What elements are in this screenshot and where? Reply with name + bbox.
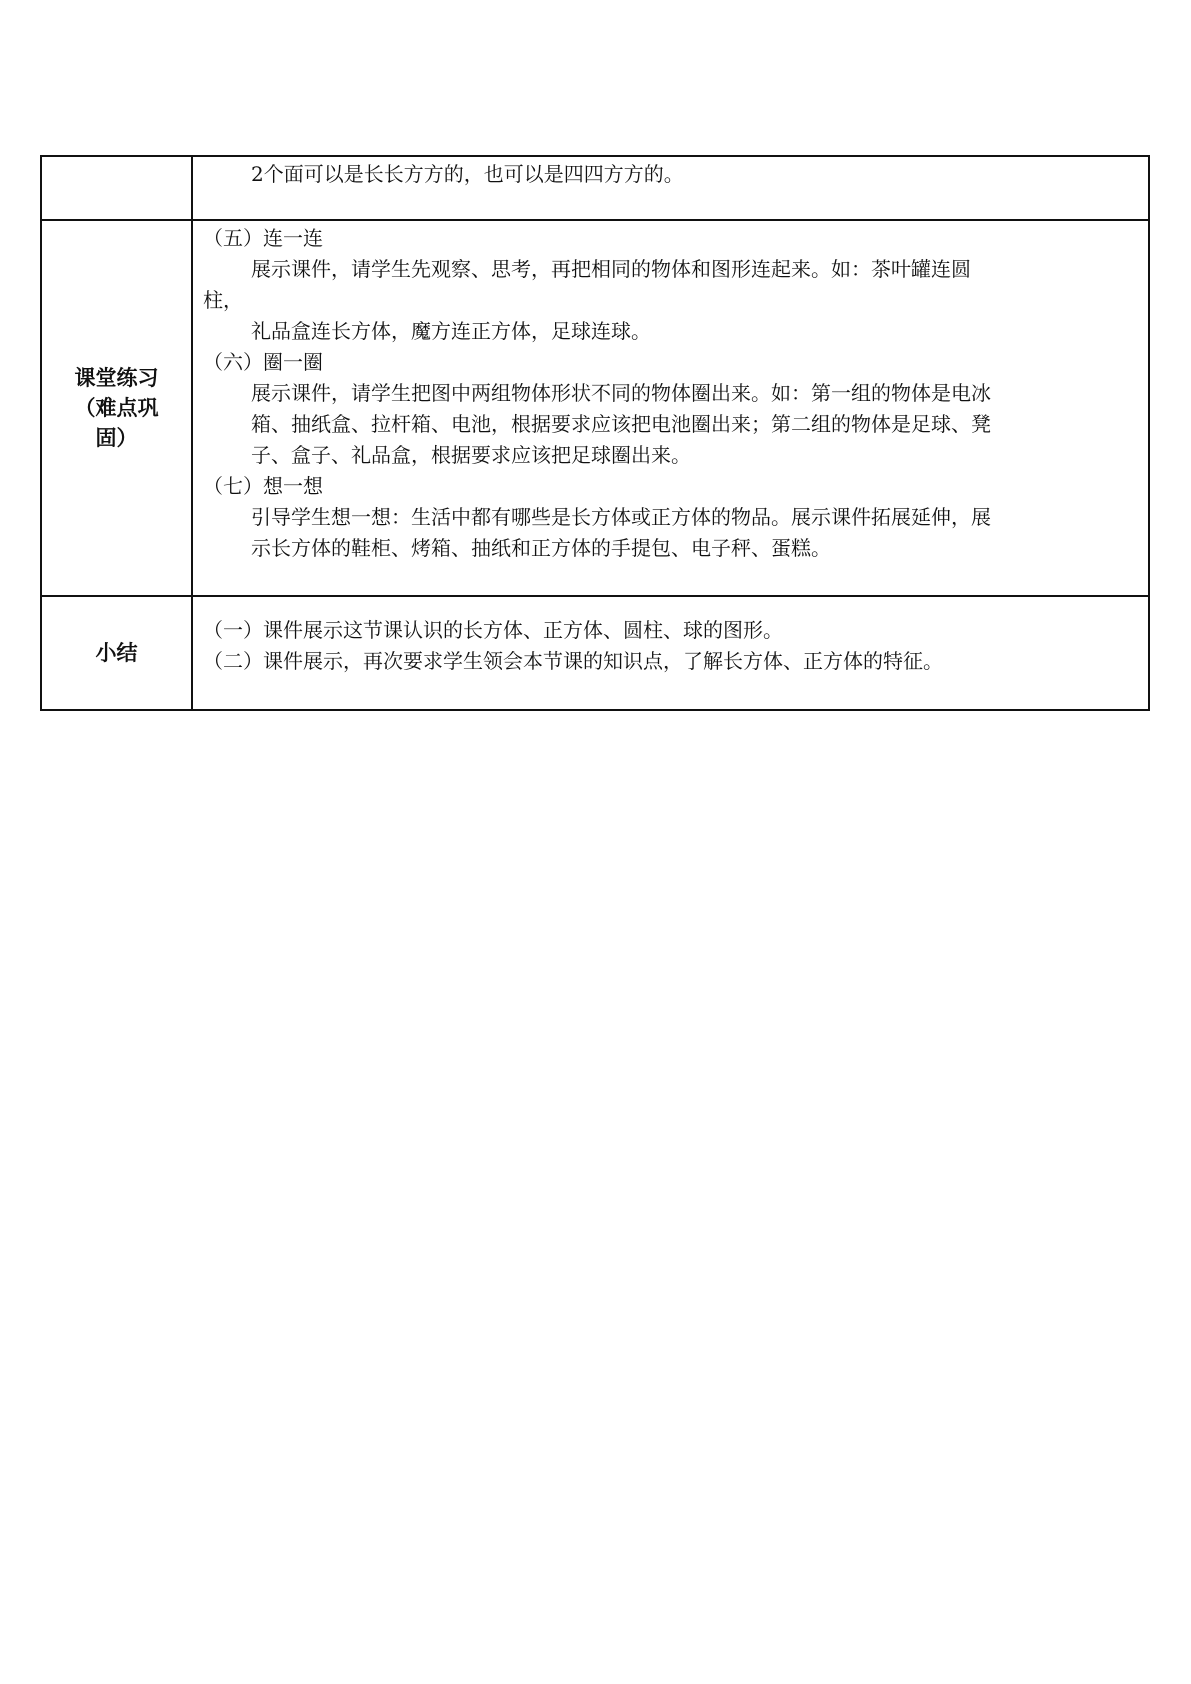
content-line: 示长方体的鞋柜、烤箱、抽纸和正方体的手提包、电子秤、蛋糕。 xyxy=(251,536,831,560)
row-label: 小结 xyxy=(95,641,138,665)
content-line: 子、盒子、礼品盒，根据要求应该把足球圈出来。 xyxy=(251,443,691,467)
section-heading: （六）圈一圈 xyxy=(203,350,323,374)
row-label-line: （难点巩 xyxy=(74,396,159,420)
section-heading: （五）连一连 xyxy=(203,226,323,250)
lesson-plan-table xyxy=(40,155,1150,711)
content-line: 展示课件，请学生先观察、思考，再把相同的物体和图形连起来。如：茶叶罐连圆 xyxy=(251,257,971,281)
content-line: （一）课件展示这节课认识的长方体、正方体、圆柱、球的图形。 xyxy=(203,618,783,642)
row-label-cell xyxy=(41,220,192,596)
table-row xyxy=(41,156,1149,220)
content-line: 引导学生想一想：生活中都有哪些是长方体或正方体的物品。展示课件拓展延伸，展 xyxy=(251,505,991,529)
row-label-line: 固） xyxy=(95,426,138,450)
row-label-line: 课堂练习 xyxy=(74,366,159,390)
content-line: 柱， xyxy=(203,288,243,312)
content-line: 箱、抽纸盒、拉杆箱、电池，根据要求应该把电池圈出来；第二组的物体是足球、凳 xyxy=(251,412,991,436)
content-line: 礼品盒连长方体，魔方连正方体，足球连球。 xyxy=(251,319,651,343)
table-row xyxy=(41,596,1149,710)
row-content-cell xyxy=(192,156,1149,220)
row-content-cell xyxy=(192,596,1149,710)
content-line: 2个面可以是长长方方的，也可以是四四方方的。 xyxy=(251,162,684,186)
row-label-cell xyxy=(41,596,192,710)
content-line: （二）课件展示，再次要求学生领会本节课的知识点，了解长方体、正方体的特征。 xyxy=(203,649,943,673)
table-row xyxy=(41,220,1149,596)
row-label-cell xyxy=(41,156,192,220)
row-content-cell xyxy=(192,220,1149,596)
section-heading: （七）想一想 xyxy=(203,474,323,498)
content-line: 展示课件，请学生把图中两组物体形状不同的物体圈出来。如：第一组的物体是电冰 xyxy=(251,381,991,405)
